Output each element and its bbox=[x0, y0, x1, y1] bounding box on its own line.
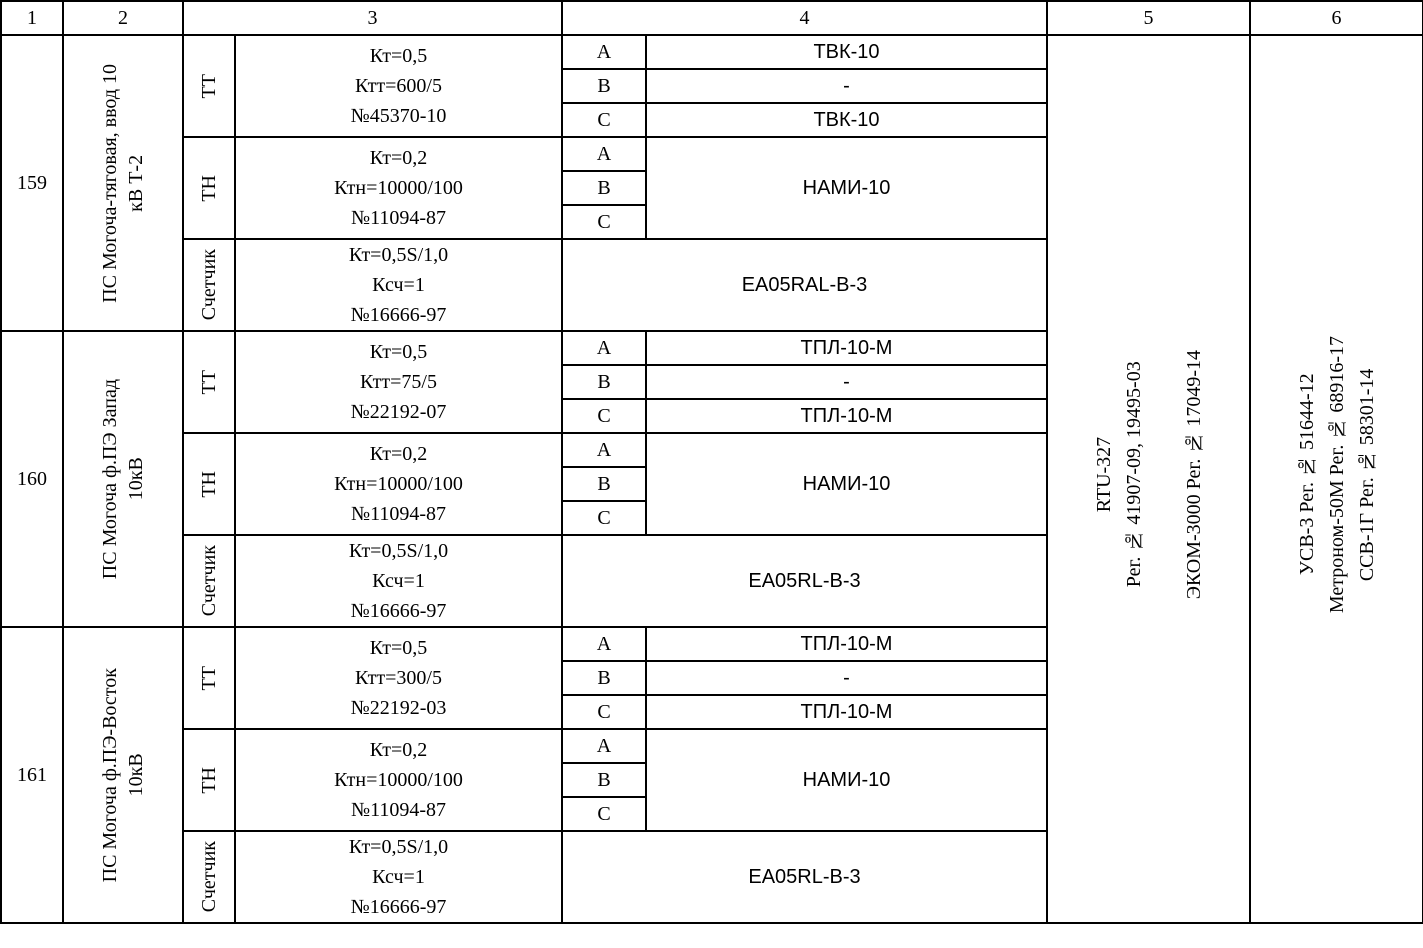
meter-label-cell bbox=[183, 831, 235, 923]
column-header: 3 bbox=[183, 1, 562, 35]
tn-label-cell bbox=[183, 729, 235, 831]
meter-type: EA05RL-B-3 bbox=[562, 535, 1047, 627]
phase-label: C bbox=[562, 103, 646, 137]
tn-label: ТН bbox=[198, 766, 220, 794]
column-header: 2 bbox=[63, 1, 183, 35]
meter-label-cell bbox=[183, 239, 235, 331]
phase-label: A bbox=[562, 137, 646, 171]
tn-label-cell bbox=[183, 137, 235, 239]
phase-label: A bbox=[562, 35, 646, 69]
tn-type: НАМИ-10 bbox=[646, 729, 1047, 831]
tt-spec-text: Кт=0,5 Ктт=600/5 №45370-10 bbox=[350, 45, 447, 127]
column-header: 6 bbox=[1250, 1, 1423, 35]
phase-label: B bbox=[562, 763, 646, 797]
tt-spec bbox=[235, 35, 562, 137]
phase-label: B bbox=[562, 171, 646, 205]
column-header: 5 bbox=[1047, 1, 1250, 35]
connection-name: ПС Могоча ф.ПЭ-Восток 10кВ bbox=[99, 667, 147, 883]
tn-spec bbox=[235, 137, 562, 239]
phase-label: B bbox=[562, 661, 646, 695]
meter-spec bbox=[235, 535, 562, 627]
tt-type: ТПЛ-10-М bbox=[646, 399, 1047, 433]
meter-label: Счетчик bbox=[198, 841, 220, 913]
meter-spec-text: Кт=0,5S/1,0 Ксч=1 №16666-97 bbox=[348, 836, 449, 918]
phase-label: A bbox=[562, 729, 646, 763]
tn-spec bbox=[235, 433, 562, 535]
time-sync-text: УСВ-3 Рег. № 51644-12 Метроном-50М Рег. № 68916-17 ССВ-1Г Рег. № 58301-14 bbox=[1295, 335, 1378, 614]
tt-label-cell bbox=[183, 35, 235, 137]
connection-name: ПС Могоча-тяговая, ввод 10 кВ Т-2 bbox=[99, 63, 147, 303]
connection-name-cell bbox=[63, 627, 183, 923]
tt-type: ТПЛ-10-М bbox=[646, 627, 1047, 661]
tt-type: ТПЛ-10-М bbox=[646, 331, 1047, 365]
tn-type: НАМИ-10 bbox=[646, 137, 1047, 239]
tn-type: НАМИ-10 bbox=[646, 433, 1047, 535]
phase-label: A bbox=[562, 433, 646, 467]
tt-label: ТТ bbox=[198, 665, 220, 691]
row-number: 160 bbox=[1, 331, 63, 627]
phase-label: C bbox=[562, 797, 646, 831]
tn-spec bbox=[235, 729, 562, 831]
tt-label: ТТ bbox=[198, 369, 220, 395]
tt-spec-text: Кт=0,5 Ктт=300/5 №22192-03 bbox=[350, 637, 447, 719]
controller-text: RTU-327 Рег. № 41907-09, 19495-03 ЭКОМ-3000 Рег. № 17049-14 bbox=[1092, 349, 1205, 600]
phase-label: C bbox=[562, 399, 646, 433]
tt-type: ТПЛ-10-М bbox=[646, 695, 1047, 729]
tn-spec-text: Кт=0,2 Ктн=10000/100 №11094-87 bbox=[334, 443, 463, 525]
phase-label: B bbox=[562, 467, 646, 501]
tn-label-cell bbox=[183, 433, 235, 535]
tt-type: ТВК-10 bbox=[646, 103, 1047, 137]
phase-label: C bbox=[562, 695, 646, 729]
meter-label: Счетчик bbox=[198, 249, 220, 321]
meter-label-cell bbox=[183, 535, 235, 627]
tt-type: - bbox=[646, 69, 1047, 103]
tn-spec-text: Кт=0,2 Ктн=10000/100 №11094-87 bbox=[334, 147, 463, 229]
meter-spec-text: Кт=0,5S/1,0 Ксч=1 №16666-97 bbox=[348, 540, 449, 622]
meter-type: EA05RL-B-3 bbox=[562, 831, 1047, 923]
connection-name-cell bbox=[63, 331, 183, 627]
phase-label: B bbox=[562, 69, 646, 103]
connection-name-cell bbox=[63, 35, 183, 331]
column-header: 1 bbox=[1, 1, 63, 35]
tn-label: ТН bbox=[198, 470, 220, 498]
meter-spec-text: Кт=0,5S/1,0 Ксч=1 №16666-97 bbox=[348, 244, 449, 326]
row-number: 159 bbox=[1, 35, 63, 331]
phase-label: C bbox=[562, 205, 646, 239]
connection-name: ПС Могоча ф.ПЭ Запад 10кВ bbox=[99, 378, 147, 580]
tn-label: ТН bbox=[198, 174, 220, 202]
time-sync-cell bbox=[1250, 35, 1423, 923]
meter-label: Счетчик bbox=[198, 545, 220, 617]
tt-label: ТТ bbox=[198, 73, 220, 99]
tt-type: - bbox=[646, 661, 1047, 695]
phase-label: C bbox=[562, 501, 646, 535]
tt-spec bbox=[235, 331, 562, 433]
meter-spec bbox=[235, 831, 562, 923]
phase-label: B bbox=[562, 365, 646, 399]
tt-spec-text: Кт=0,5 Ктт=75/5 №22192-07 bbox=[350, 341, 447, 423]
phase-label: A bbox=[562, 331, 646, 365]
meter-spec bbox=[235, 239, 562, 331]
tt-label-cell bbox=[183, 627, 235, 729]
tt-spec bbox=[235, 627, 562, 729]
tt-label-cell bbox=[183, 331, 235, 433]
column-header: 4 bbox=[562, 1, 1047, 35]
tt-type: - bbox=[646, 365, 1047, 399]
controller-cell bbox=[1047, 35, 1250, 923]
tn-spec-text: Кт=0,2 Ктн=10000/100 №11094-87 bbox=[334, 739, 463, 821]
tt-type: ТВК-10 bbox=[646, 35, 1047, 69]
row-number: 161 bbox=[1, 627, 63, 923]
meter-type: EA05RAL-B-3 bbox=[562, 239, 1047, 331]
phase-label: A bbox=[562, 627, 646, 661]
